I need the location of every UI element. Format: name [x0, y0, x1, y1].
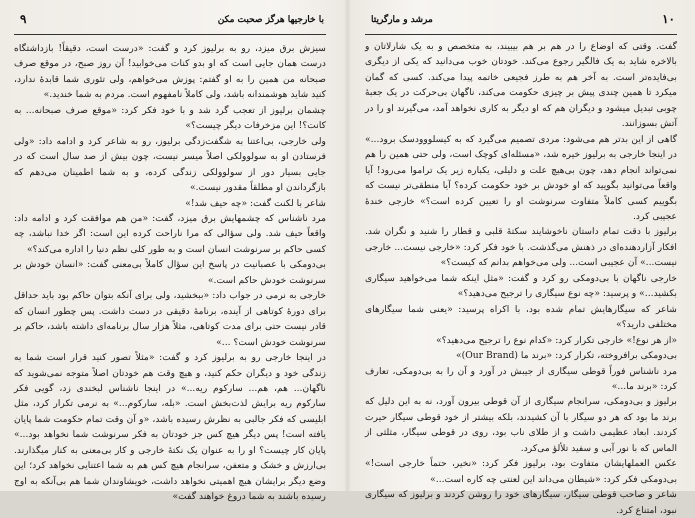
right-page — [349, 0, 695, 516]
left-page — [0, 0, 346, 503]
left-page-header — [14, 12, 326, 35]
right-page-header — [365, 12, 677, 35]
right-page-number: ۱۰ — [662, 12, 675, 26]
left-running-title: با خارجیها هرگز صحبت مکن — [217, 15, 324, 25]
right-running-title: مرشد و مارگریتا — [371, 15, 433, 25]
left-page-body: سیزش برق میزد، رو به برلیوز کرد و گفت: «درست است، دقیقاً! بازداشتگاه درست همان جایی است که او بدو کنات می‌خوابید! آن روز صبح، در موقع صرف صبحانه من همین را به او گفتم: پوزش می‌خواهم، ولی تئوری شما قابدهٔ ندارد، کنید شاید هوشمندانه باشد، ولی کاملاً نامفهوم است. مردم به شما خندید.» چشمان برلیوز از تعجب گرد شد و با خود فکر کرد: «موقع صرف صبحانه... به کانت؟! این مزخرفات دیگر چیست؟» ولی خارجی، بی‌اعتنا به شگفت‌زدگی برلیوز، رو به شاعر کرد و ادامه داد: «ولی فرستادن او به سولوولکی اصلاً میسر نیست، چون بیش از صد سال است که در جایی بسیار دور از سولوولکی زندگی کرده، و به شما اطمینان می‌دهم که بازگرداندن او مطلقاً مقدور نیست.» شاعر با لکنت گفت: «چه حیف شد!» مرد ناشناس که چشمهایش برق میزد، گفت: «من هم موافقت کرد و ادامه داد: واقعاً حیف شد. ولی سؤالی که مرا ناراحت کرده این است: اگر خدا نباشد، چه کسی حاکم بر سرنوشت انسان است و به طور کلی نظم دنیا را اداره می‌کند؟» بی‌دومکی با عصبانیت در پاسخ این سؤال کاملاً بی‌معنی گفت: «انسان خودش بر سرنوشت خودش حاکم است.» خارجی به نرمی در جواب داد: «ببخشید، ولی برای آنکه بتوان حاکم بود باید حداقل برای دورهٔ کوتاهی از آینده، برنامهٔ دقیقی در دست داشت. پس چطور انسان که قادر نیست حتی برای مدت کوتاهی، مثلاً هزار سال برنامه‌ای داشته باشد، حاکم بر سرنوشت خودش است؟ ...» در اینجا خارجی رو به برلیوز کرد و گفت: «مثلاً تصور کنید قرار است شما به زندگی خود و دیگران حکم کنید، و هیچ وقت هم خودتان اصلاً متوجه نمی‌شوید که ناگهان... هم، هم... سارکوم ریه...» در اینجا ناشناس لبخندی زد، گویی فکر سارکوم ریه برایش لذت‌بخش است. «بله، سارکوم...» به نرمی تکرار کرد، مثل ابلیسی که فکر جالبی به نظرش رسیده باشد، «و آن وقت تمام حکومت شما پایان یافته است! پس دیگر هیچ کس جز خودتان به فکر سرنوشت شما نخواهد بود...» پایان کار چیست؟ او را به عنوان یک نکتهٔ خارجی و کار بی‌معنی به کنار میگذارند. بی‌ارزش و خشک و متعفن، سرانجام هیچ کس هم به شما اعتنایی نخواهد کرد؛ این وضع دیگر برایشان هیچ اهمیتی نخواهد داشت، خویشاوندان شما هم بی‌آنکه به اوج رسیده باشند به شما دروغ خواهند گفت» — [14, 43, 326, 503]
left-page-number: ۹ — [20, 12, 27, 26]
right-page-body: گفت. وقتی که اوضاع را در هم بر هم بیبیند، به متخصص و به یک شارلاتان و بالاخره شاید به یک فالگیر رجوع می‌کند. خودتان خوب می‌دانید که یکی از دیگری بی‌فایده‌تر است. به آخر هم به طرز فجیعی خاتمه پیدا می‌کند. کسی که گمان میکرد تا همین چندی پیش بر چیزی حکومت می‌کند، ناگهان بی‌حرکت در یک جعبهٔ چوبی تبدیل میشود و دیگران هم که او دیگر به کاری نخواهد آمد، می‌گیرند او را در آتش بسوزانند. گاهی از این بدتر هم می‌شود: مردی تصمیم می‌گیرد که به کیسلووودسک برود...» در اینجا خارجی به برلیوز خیره شد، «مسئله‌ای کوچک است، ولی حتی همین را هم نمی‌تواند انجام دهد، چون بی‌هیچ علت و دلیلی، یکباره زیر یک تراموا می‌رود! آیا واقعاً می‌توانید بگویید که او خودش بر خود حکومت کرده؟ آیا منطقی‌تر نیست که بگوییم کسی کاملاً متفاوت سرنوشت او را تعیین کرده است؟» خارجی خندهٔ عجیبی کرد. برلیوز با دقت تمام داستان ناخوشایند سکتهٔ قلبی و قطار را شنید و نگران شد. افکار آزاردهنده‌ای در ذهنش می‌گذشت. با خود فکر کرد: «خارجی نیست... خارجی نیست...» آن عجیبی است... ولی می‌خواهم بدانم که کیست؟» خارجی ناگهان با بی‌دومکی رو کرد و گفت: «مثل اینکه شما می‌خواهید سیگاری بکشید...» و پرسید: «چه نوع سیگاری را ترجیح می‌دهید؟» شاعر که سیگارهایش تمام شده بود، با اکراه پرسید: «یعنی شما سیگارهای مختلفی دارید؟» «از هر نوع!» خارجی تکرار کرد: «کدام نوع را ترجیح می‌دهید؟» بی‌دومکی برافروخته، تکرار کرد: «برند ما (Our Brand)» مرد ناشناس فوراً قوطی سیگاری از جیبش در آورد و آن را به بی‌دومکی، تعارف کرد: «برند ما...» برلیوز و بی‌دومکی، سرانجام سیگاری از آن قوطی بیرون آورد، نه به این دلیل که برند ما بود که هر دو سیگار با آن کشیدند، بلکه بیشتر از خود قوطی سیگار حیرت کردند. ابعاد عظیمی داشت و از طلای ناب بود، روی در قوطی سیگار، مثلثی از الماس که با نور آبی و سفید تلألؤ می‌کرد. عکس العملهایشان متفاوت بود، برلیوز فکر کرد: «نخیر، حتماً خارجی است!» بی‌دومکی فکر کرد: «شیطان می‌داند این لعنتی چه کاره است...» شاعر و صاحب قوطی سیگار، سیگارهای خود را روشن کردند و برلیوز که سیگاری نبود، امتناع کرد. — [365, 41, 677, 516]
